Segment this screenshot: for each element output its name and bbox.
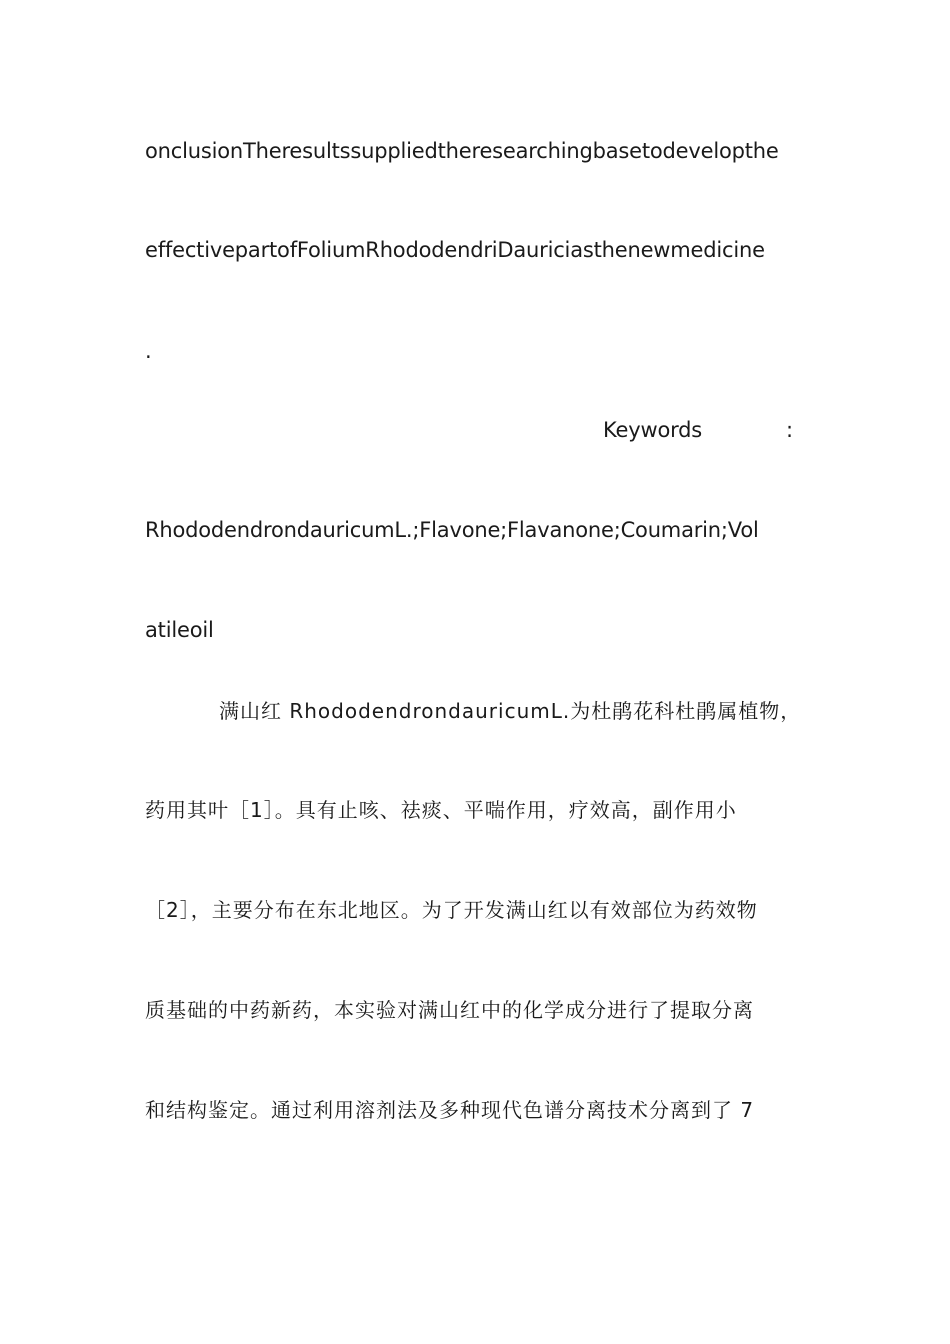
keywords-label: Keywords [603,418,703,442]
body-paragraph-line-5: 和结构鉴定。通过利用溶剂法及多种现代色谱分离技术分离到了 7 [145,1098,755,1122]
abstract-conclusion-line-2: effectivepartofFoliumRhododendriDauriciasthenewmedicine [145,238,765,262]
body-paragraph-line-3: ［2］，主要分布在东北地区。为了开发满山红以有效部位为药效物 [145,898,758,922]
keywords-list-line-1: RhododendrondauricumL.;Flavone;Flavanone;Coumarin;Vol [145,518,759,542]
abstract-conclusion-line-3: . [145,339,152,363]
keywords-colon: : [786,418,793,442]
keywords-list-line-2: atileoil [145,618,214,642]
abstract-conclusion-line-1: onclusionTheresultssuppliedtheresearchingbasetodevelopthe [145,139,779,163]
body-paragraph-line-4: 质基础的中药新药，本实验对满山红中的化学成分进行了提取分离 [145,998,754,1022]
body-paragraph-line-1: 满山红 RhododendrondauricumL.为杜鹃花科杜鹃属植物， [219,699,802,723]
body-paragraph-line-2: 药用其叶［1］。具有止咳、祛痰、平喘作用，疗效高，副作用小 [145,798,737,822]
